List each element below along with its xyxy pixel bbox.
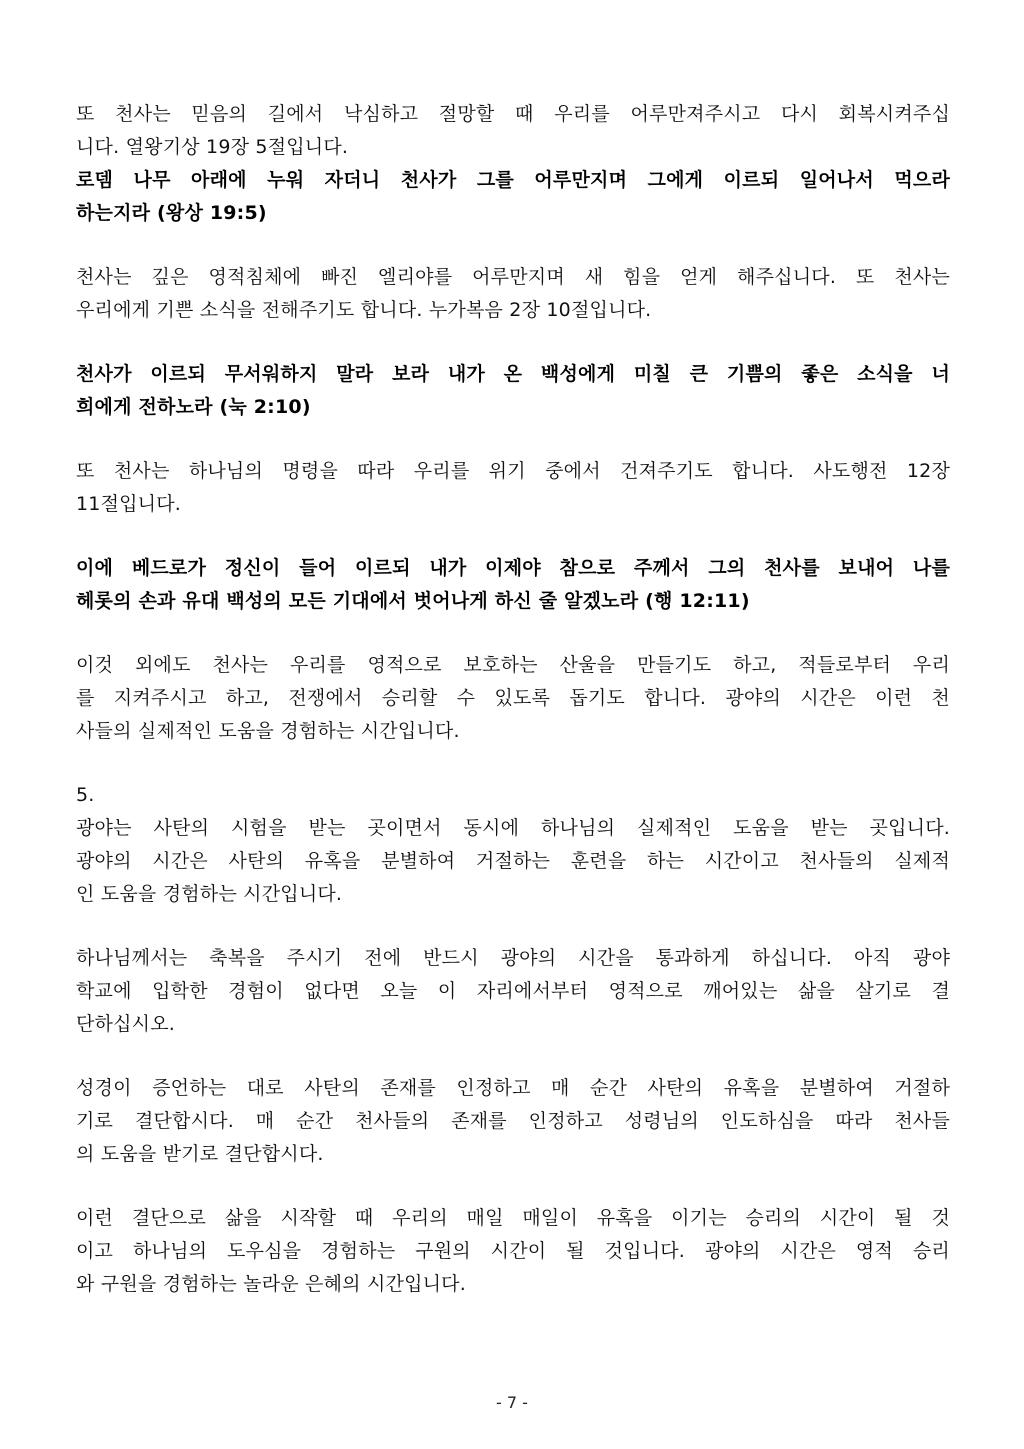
paragraph: [76, 1072, 950, 1171]
text-line: 천사가 이르되 무서워하지 말라 보라 내가 온 백성에게 미칠 큰 기쁨의 좋은 소식을 너: [76, 363, 950, 385]
text-line: 이에 베드로가 정신이 들어 이르되 내가 이제야 참으로 주께서 그의 천사를 보내어 나를: [76, 557, 950, 579]
text-line: 니다. 열왕기상 19장 5절입니다.: [76, 136, 349, 158]
page-number: - 7 -: [496, 1393, 528, 1412]
text-line: 광야는 사탄의 시험을 받는 곳이면서 동시에 하나님의 실제적인 도움을 받는 곳입니다.: [76, 817, 950, 839]
document-body: [76, 98, 950, 1332]
paragraph: [76, 455, 950, 521]
numbered-section: [76, 779, 950, 911]
scripture-quote: [76, 358, 950, 424]
text-line: 또 천사는 하나님의 명령을 따라 우리를 위기 중에서 건져주기도 합니다. 사도행전 12장: [76, 460, 950, 482]
text-line: 하나님께서는 축복을 주시기 전에 반드시 광야의 시간을 통과하게 하십니다. 아직 광야: [76, 947, 950, 969]
text-line: 의 도움을 받기로 결단합시다.: [76, 1143, 324, 1165]
scripture-quote: [76, 552, 950, 618]
text-line: 하는지라 (왕상 19:5): [76, 202, 267, 224]
text-line: 로뎀 나무 아래에 누워 자더니 천사가 그를 어루만지며 그에게 이르되 일어나서 먹으라: [76, 169, 950, 191]
text-line: 우리에게 기쁜 소식을 전해주기도 합니다. 누가복음 2장 10절입니다.: [76, 299, 652, 321]
text-line: 성경이 증언하는 대로 사탄의 존재를 인정하고 매 순간 사탄의 유혹을 분별하여 거절하: [76, 1077, 950, 1099]
text-line: 와 구원을 경험하는 놀라운 은혜의 시간입니다.: [76, 1273, 466, 1295]
text-line: 이고 하나님의 도우심을 경험하는 구원의 시간이 될 것입니다. 광야의 시간은 영적 승리: [76, 1240, 950, 1262]
text-line: 학교에 입학한 경험이 없다면 오늘 이 자리에서부터 영적으로 깨어있는 삶을 살기로 결: [76, 980, 950, 1002]
scripture-quote: [76, 164, 950, 230]
text-line: 를 지켜주시고 하고, 전쟁에서 승리할 수 있도록 돕기도 합니다. 광야의 시간은 이런 천: [76, 687, 950, 709]
text-line: 이런 결단으로 삶을 시작할 때 우리의 매일 매일이 유혹을 이기는 승리의 시간이 될 것: [76, 1207, 950, 1229]
paragraph: [76, 649, 950, 748]
section-number: 5.: [76, 784, 95, 806]
paragraph: [76, 942, 950, 1041]
text-line: 또 천사는 믿음의 길에서 낙심하고 절망할 때 우리를 어루만져주시고 다시 회복시켜주십: [76, 103, 950, 125]
text-line: 희에게 전하노라 (눅 2:10): [76, 396, 311, 418]
text-line: 인 도움을 경험하는 시간입니다.: [76, 883, 343, 905]
text-line: 광야의 시간은 사탄의 유혹을 분별하여 거절하는 훈련을 하는 시간이고 천사들의 실제적: [76, 850, 950, 872]
text-line: 11절입니다.: [76, 493, 182, 515]
text-line: 사들의 실제적인 도움을 경험하는 시간입니다.: [76, 720, 460, 742]
text-line: 이것 외에도 천사는 우리를 영적으로 보호하는 산울을 만들기도 하고, 적들로부터 우리: [76, 654, 950, 676]
paragraph: [76, 261, 950, 327]
text-line: 헤롯의 손과 유대 백성의 모든 기대에서 벗어나게 하신 줄 알겠노라 (행 12:11): [76, 590, 750, 612]
text-line: 단하십시오.: [76, 1013, 176, 1035]
paragraph: [76, 98, 950, 164]
paragraph: [76, 1202, 950, 1301]
text-line: 기로 결단합시다. 매 순간 천사들의 존재를 인정하고 성령님의 인도하심을 따라 천사들: [76, 1110, 950, 1132]
text-line: 천사는 깊은 영적침체에 빠진 엘리야를 어루만지며 새 힘을 얻게 해주십니다. 또 천사는: [76, 266, 950, 288]
